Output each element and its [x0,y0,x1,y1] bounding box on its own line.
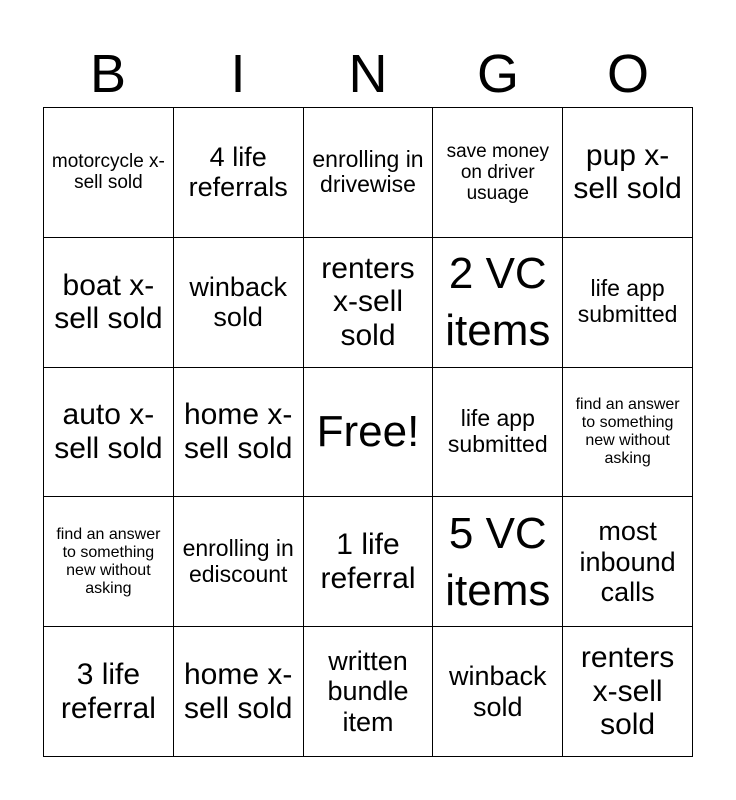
header-letter-b: B [89,44,127,104]
bingo-cell[interactable] [563,627,693,757]
cell-text: enrolling in drivewise [312,145,424,198]
cell-text: 2 VC items [445,249,551,356]
cell-text: pup x-sell sold [573,138,682,206]
bingo-cell[interactable] [433,627,563,757]
bingo-cell[interactable] [174,368,304,498]
cell-text: home x-sell sold [184,658,293,725]
header-letter-i: I [230,44,246,104]
bingo-cell[interactable] [44,368,174,498]
bingo-cell[interactable] [304,108,434,238]
cell-text: 5 VC items [445,508,551,615]
header-letter-g: G [476,44,519,104]
cell-text: find an answer to something new without asking [575,396,680,467]
cell-text: renters x-sell sold [580,641,675,742]
cell-text: save money on driver usuage [446,140,550,205]
bingo-cell[interactable] [433,368,563,498]
bingo-cell[interactable] [563,238,693,368]
bingo-cell[interactable] [563,497,693,627]
cell-text: 1 life referral [320,528,416,595]
bingo-cell[interactable] [304,497,434,627]
bingo-cell[interactable] [174,627,304,757]
bingo-cell[interactable] [563,368,693,498]
cell-text: boat x-sell sold [54,268,163,336]
cell-text: life app submitted [447,405,548,457]
cell-text: renters x-sell sold [321,251,415,352]
bingo-cell[interactable] [304,238,434,368]
cell-text: 4 life referrals [188,142,288,203]
bingo-cell[interactable] [304,627,434,757]
cell-text: home x-sell sold [184,398,293,465]
cell-text: winback sold [189,271,287,333]
header-letter-o: O [606,44,649,104]
cell-text: enrolling in ediscount [182,535,294,587]
cell-text: 3 life referral [60,658,156,725]
cell-text: life app submitted [577,275,678,328]
bingo-cell[interactable] [433,497,563,627]
bingo-cell[interactable] [44,627,174,757]
cell-text: auto x-sell sold [54,398,163,465]
bingo-cell[interactable] [433,108,563,238]
free-space-text: Free! [316,407,420,457]
bingo-cell[interactable] [44,238,174,368]
bingo-cell[interactable] [174,238,304,368]
header-letter-n: N [348,44,388,104]
cell-text: winback sold [449,661,547,722]
cell-text: most inbound calls [579,516,676,607]
bingo-cell[interactable] [44,497,174,627]
bingo-cell[interactable] [44,108,174,238]
cell-text: motorcycle x-sell sold [51,151,165,194]
cell-text: find an answer to something new without asking [56,525,161,597]
bingo-header [43,40,693,108]
bingo-cell[interactable] [174,497,304,627]
bingo-cell[interactable] [563,108,693,238]
bingo-cell[interactable] [433,238,563,368]
bingo-board [43,107,693,757]
cell-text: written bundle item [327,646,409,737]
free-space-cell[interactable] [304,368,434,498]
bingo-cell[interactable] [174,108,304,238]
